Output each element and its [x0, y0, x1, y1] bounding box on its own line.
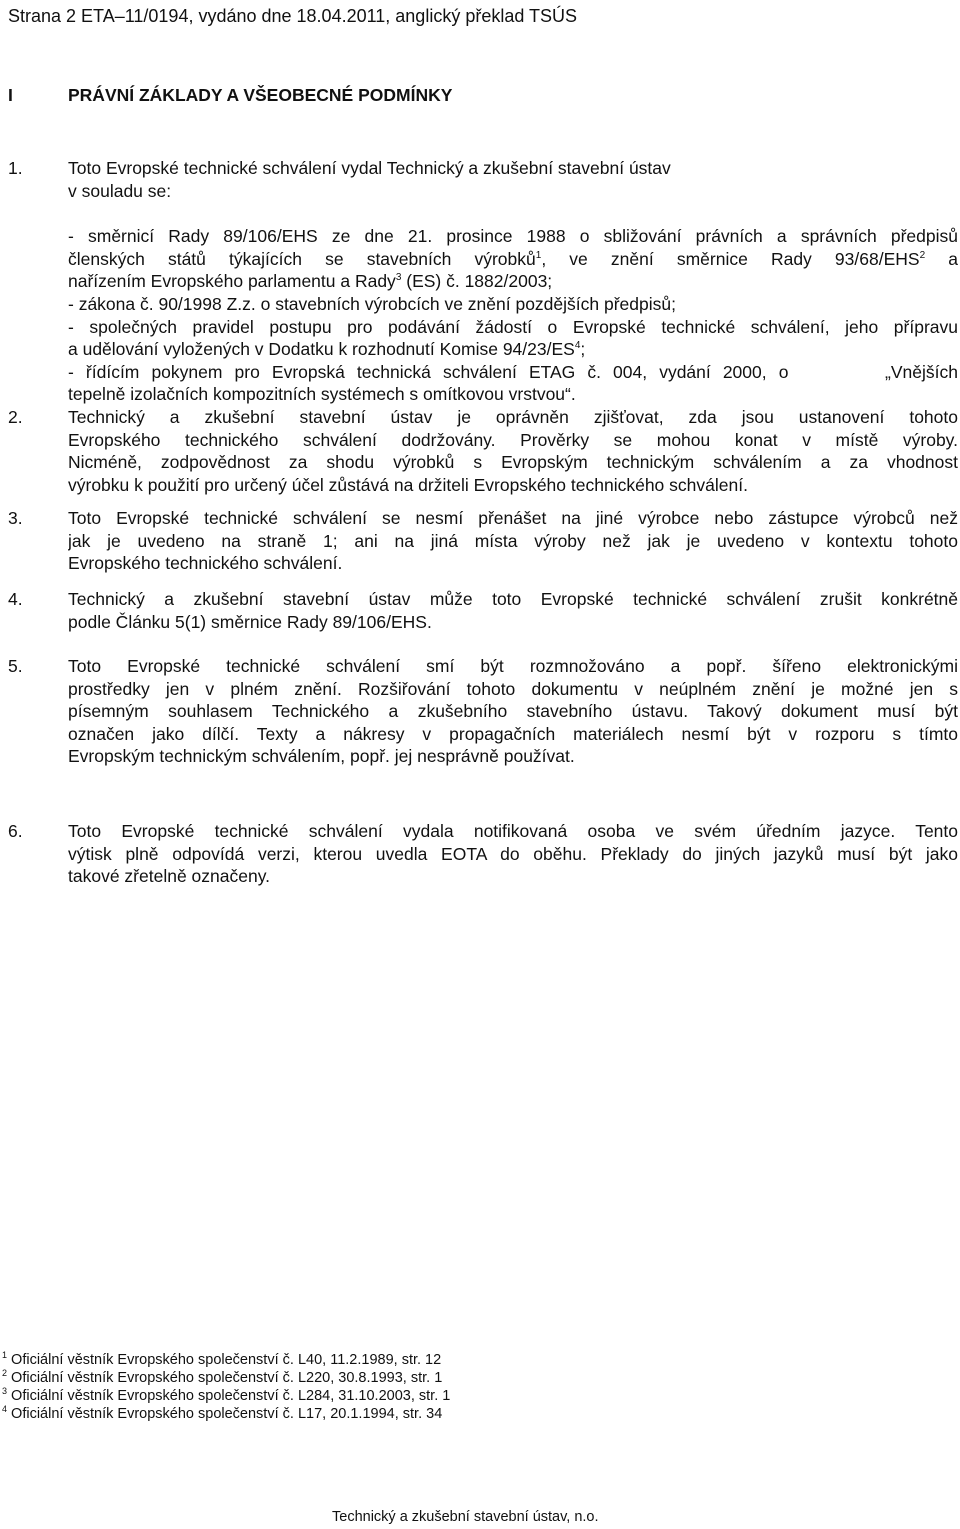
paragraph-line — [68, 552, 958, 574]
paragraph-line — [68, 611, 958, 633]
footnote-mark: 1 — [2, 1350, 8, 1360]
paragraph-line — [68, 865, 958, 887]
footnote — [2, 1387, 450, 1405]
paragraph-line — [68, 361, 958, 383]
paragraph-line — [68, 316, 958, 338]
text-segment: takové zřetelně označeny. — [68, 866, 271, 887]
footnote — [2, 1351, 441, 1369]
paragraph-line — [68, 225, 958, 247]
text-segment: Evropského technického schválení. — [68, 553, 343, 574]
paragraph-line — [68, 843, 958, 865]
text-segment: nařízením Evropského parlamentu a Rady — [68, 271, 396, 292]
footnote-reference: 2 — [919, 249, 926, 261]
paragraph-line — [68, 588, 958, 610]
footnote-text: Oficiální věstník Evropského společenství č. L40, 11.2.1989, str. 12 — [11, 1352, 442, 1368]
paragraph-line — [68, 180, 958, 202]
paragraph-line — [68, 406, 958, 428]
paragraph-line — [68, 293, 958, 315]
text-segment: Toto Evropské technické schválení smí být rozmnožováno a popř. šířeno elektronickými — [68, 656, 958, 676]
paragraph-line — [68, 338, 958, 360]
paragraph-number: 1. — [8, 158, 23, 178]
footnote-mark: 4 — [2, 1404, 8, 1414]
footnote-reference: 4 — [574, 340, 581, 352]
paragraph-line — [68, 530, 958, 552]
paragraph-number: 5. — [8, 656, 23, 676]
paragraph-number: 3. — [8, 508, 23, 528]
paragraph-line — [68, 678, 958, 700]
text-segment: Technický a zkušební stavební ústav je oprávněn zjišťovat, zda jsou ustanovení tohoto — [68, 407, 958, 427]
text-segment: Toto Evropské technické schválení se nesmí přenášet na jiné výrobce nebo zástupce výrobců než — [68, 508, 958, 528]
text-segment: a udělování vyložených v Dodatku k rozhodnutí Komise 94/23/ES — [68, 339, 575, 360]
footnote-reference: 3 — [395, 272, 402, 284]
text-segment: Technický a zkušební stavební ústav může toto Evropské technické schválení zrušit konkrétně — [68, 589, 958, 609]
text-segment: výrobku k použití pro určený účel zůstává na držiteli Evropského technického schválení. — [68, 474, 748, 495]
text-segment: Nicméně, zodpovědnost za shodu výrobků s Evropským technickým schválením a za vhodnost — [68, 452, 958, 473]
footnote-mark: 3 — [2, 1386, 8, 1396]
paragraph-line — [68, 474, 958, 496]
text-segment: - zákona č. 90/1998 Z.z. o stavebních výrobcích ve znění pozdějších předpisů; — [68, 294, 676, 314]
paragraph-line — [68, 270, 958, 292]
text-segment: podle Článku 5(1) směrnice Rady 89/106/EHS. — [68, 611, 432, 632]
text-segment: prostředky jen v plném znění. Rozšiřování tohoto dokumentu v neúplném znění je možné jen s — [68, 678, 958, 699]
text-segment: v souladu se: — [68, 180, 172, 201]
text-segment: jak je uvedeno na straně 1; ani na jiná místa výroby než jak je uvedeno v kontextu tohoto — [68, 530, 958, 551]
paragraph-line — [68, 745, 958, 767]
text-segment: - řídícím pokynem pro Evropská technická schválení ETAG č. 004, vydání 2000, o „Vnějších — [68, 361, 958, 382]
paragraph-line — [68, 451, 958, 473]
text-segment: písemným souhlasem Technického a zkušebního stavebního ústavu. Takový dokument musí být — [68, 701, 958, 722]
footnote — [2, 1369, 442, 1387]
paragraph-line — [68, 429, 958, 451]
footnote — [2, 1405, 442, 1423]
text-segment: (ES) č. 1882/2003; — [401, 271, 553, 292]
paragraph-line — [68, 723, 958, 745]
text-segment: Toto Evropské technické schválení vydala notifikovaná osoba ve svém úředním jazyce. Tento — [68, 821, 958, 841]
text-segment: Toto Evropské technické schválení vydal Technický a zkušební stavební ústav — [68, 158, 671, 178]
text-segment: , ve znění směrnice Rady 93/68/EHS — [541, 248, 920, 269]
paragraph-line — [68, 820, 958, 842]
footnote-mark: 2 — [2, 1368, 8, 1378]
footnote-text: Oficiální věstník Evropského společenství č. L284, 31.10.2003, str. 1 — [11, 1388, 451, 1404]
text-segment: označen jako dílčí. Texty a nákresy v propagačních materiálech nesmí být v rozporu s tímto — [68, 723, 958, 744]
text-segment: - společných pravidel postupu pro podávání žádostí o Evropské technické schválení, jeho přípravu — [68, 316, 958, 337]
paragraph-line — [68, 248, 958, 270]
footnote-reference: 1 — [535, 249, 542, 261]
paragraph-line — [68, 383, 958, 405]
text-segment: ; — [580, 339, 586, 360]
page-footer: Technický a zkušební stavební ústav, n.o. — [332, 1509, 599, 1525]
section-title: PRÁVNÍ ZÁKLADY A VŠEOBECNÉ PODMÍNKY — [68, 85, 453, 105]
text-segment: výtisk plně odpovídá verzi, kterou uvedla EOTA do oběhu. Překlady do jiných jazyků musí být jako — [68, 843, 958, 864]
section-number: I — [8, 85, 13, 105]
paragraph-number: 6. — [8, 821, 23, 841]
paragraph-line — [68, 507, 958, 529]
text-segment: Evropským technickým schválením, popř. jej nesprávně používat. — [68, 746, 575, 767]
text-segment: a — [925, 248, 958, 269]
paragraph-line — [68, 157, 958, 179]
page-header: Strana 2 ETA–11/0194, vydáno dne 18.04.2011, anglický překlad TSÚS — [8, 6, 578, 26]
paragraph-line — [68, 655, 958, 677]
paragraph-line — [68, 700, 958, 722]
footnote-text: Oficiální věstník Evropského společenství č. L17, 20.1.1994, str. 34 — [11, 1406, 443, 1422]
paragraph-number: 2. — [8, 407, 23, 427]
text-segment: Evropského technického schválení dodržovány. Prověrky se mohou konat v místě výroby. — [68, 429, 958, 450]
paragraph-number: 4. — [8, 589, 23, 609]
text-segment: tepelně izolačních kompozitních systémech s omítkovou vrstvou“. — [68, 384, 576, 405]
text-segment: - směrnicí Rady 89/106/EHS ze dne 21. prosince 1988 o sbližování právních a správních předpisů — [68, 226, 958, 247]
text-segment: členských států týkajících se stavebních výrobků — [68, 248, 536, 269]
footnote-text: Oficiální věstník Evropského společenství č. L220, 30.8.1993, str. 1 — [11, 1370, 443, 1386]
